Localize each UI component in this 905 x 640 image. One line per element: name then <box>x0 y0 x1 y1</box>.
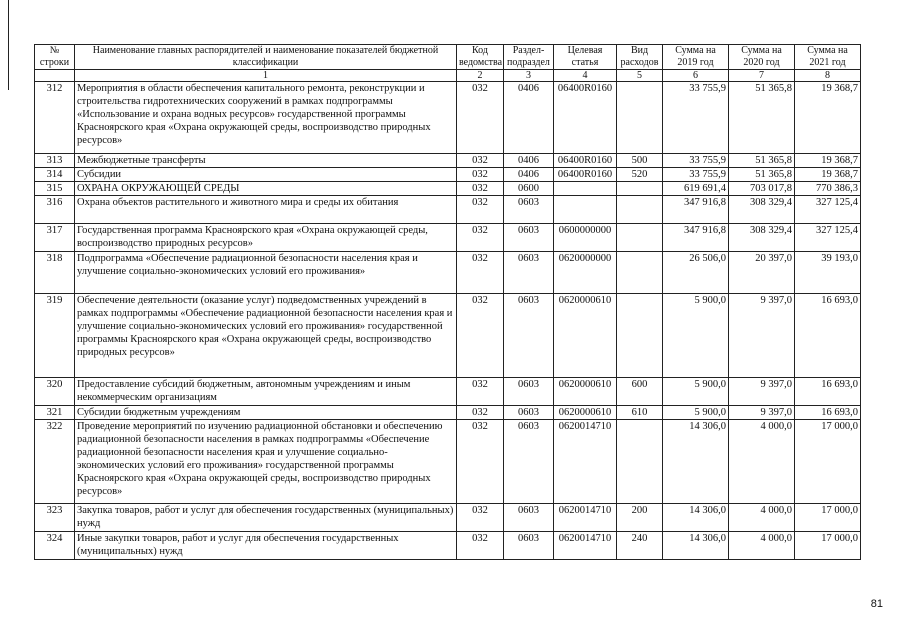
sum-2019-cell: 33 755,9 <box>663 82 729 154</box>
sum-2019-cell: 14 306,0 <box>663 420 729 504</box>
row-number-cell: 321 <box>35 406 75 420</box>
row-name-cell: Предоставление субсидий бюджетным, автономным учреждениям и иным некоммерческим организациям <box>75 378 457 406</box>
table-row <box>35 82 861 154</box>
table-row <box>35 532 861 560</box>
col-number: 1 <box>75 70 457 82</box>
sum-2019-cell: 347 916,8 <box>663 224 729 252</box>
expense-type-cell <box>617 182 663 196</box>
section-code-cell: 0603 <box>504 294 554 378</box>
section-code-cell: 0603 <box>504 532 554 560</box>
sum-2020-cell: 9 397,0 <box>729 378 795 406</box>
table-row <box>35 196 861 224</box>
col-number: 7 <box>729 70 795 82</box>
sum-2021-cell: 770 386,3 <box>795 182 861 196</box>
row-name-cell: Государственная программа Красноярского края «Охрана окружающей среды, воспроизводство природных ресурсов» <box>75 224 457 252</box>
expense-type-cell <box>617 420 663 504</box>
expense-type-cell <box>617 196 663 224</box>
row-number-cell: 316 <box>35 196 75 224</box>
target-article-cell: 0620014710 <box>554 420 617 504</box>
expense-type-cell: 600 <box>617 378 663 406</box>
sum-2020-cell: 4 000,0 <box>729 504 795 532</box>
margin-rule <box>8 0 9 90</box>
sum-2020-cell: 51 365,8 <box>729 154 795 168</box>
expense-type-cell <box>617 294 663 378</box>
expense-type-cell <box>617 224 663 252</box>
expense-type-cell: 520 <box>617 168 663 182</box>
sum-2019-cell: 5 900,0 <box>663 406 729 420</box>
sum-2020-cell: 4 000,0 <box>729 532 795 560</box>
target-article-cell: 0620014710 <box>554 532 617 560</box>
target-article-cell: 06400R0160 <box>554 82 617 154</box>
sum-2021-cell: 39 193,0 <box>795 252 861 294</box>
row-name-cell: Субсидии бюджетным учреждениям <box>75 406 457 420</box>
expense-type-cell <box>617 252 663 294</box>
row-number-cell: 318 <box>35 252 75 294</box>
department-code-cell: 032 <box>457 252 504 294</box>
sum-2019-cell: 5 900,0 <box>663 378 729 406</box>
expense-type-cell: 610 <box>617 406 663 420</box>
table-row <box>35 406 861 420</box>
section-code-cell: 0600 <box>504 182 554 196</box>
col-number: 6 <box>663 70 729 82</box>
row-name-cell: Подпрограмма «Обеспечение радиационной безопасности населения края и улучшение социально-экономических условий его проживания» <box>75 252 457 294</box>
section-code-cell: 0406 <box>504 82 554 154</box>
sum-2021-cell: 19 368,7 <box>795 82 861 154</box>
row-number-cell: 322 <box>35 420 75 504</box>
sum-2020-cell: 51 365,8 <box>729 168 795 182</box>
department-code-cell: 032 <box>457 294 504 378</box>
col-number: 2 <box>457 70 504 82</box>
target-article-cell: 06400R0160 <box>554 154 617 168</box>
target-article-cell: 0620000610 <box>554 378 617 406</box>
table-row <box>35 154 861 168</box>
section-code-cell: 0603 <box>504 420 554 504</box>
department-code-cell: 032 <box>457 196 504 224</box>
col-header-name: Наименование главных распорядителей и наименование показателей бюджетной классификации <box>75 45 457 70</box>
expense-type-cell <box>617 82 663 154</box>
col-number: 3 <box>504 70 554 82</box>
section-code-cell: 0603 <box>504 224 554 252</box>
sum-2021-cell: 16 693,0 <box>795 378 861 406</box>
col-number: 5 <box>617 70 663 82</box>
sum-2020-cell: 703 017,8 <box>729 182 795 196</box>
row-number-cell: 314 <box>35 168 75 182</box>
budget-table <box>34 44 861 560</box>
department-code-cell: 032 <box>457 168 504 182</box>
row-number-cell: 313 <box>35 154 75 168</box>
target-article-cell: 0620014710 <box>554 504 617 532</box>
table-row <box>35 294 861 378</box>
sum-2020-cell: 308 329,4 <box>729 224 795 252</box>
department-code-cell: 032 <box>457 532 504 560</box>
col-number: 4 <box>554 70 617 82</box>
sum-2020-cell: 20 397,0 <box>729 252 795 294</box>
section-code-cell: 0603 <box>504 406 554 420</box>
sum-2019-cell: 619 691,4 <box>663 182 729 196</box>
table-row <box>35 224 861 252</box>
sum-2019-cell: 5 900,0 <box>663 294 729 378</box>
sum-2021-cell: 17 000,0 <box>795 504 861 532</box>
sum-2020-cell: 51 365,8 <box>729 82 795 154</box>
col-header-expense-type: Вид расходов <box>617 45 663 70</box>
department-code-cell: 032 <box>457 406 504 420</box>
section-code-cell: 0406 <box>504 154 554 168</box>
sum-2019-cell: 26 506,0 <box>663 252 729 294</box>
sum-2020-cell: 4 000,0 <box>729 420 795 504</box>
department-code-cell: 032 <box>457 82 504 154</box>
department-code-cell: 032 <box>457 420 504 504</box>
col-header-sum-2020: Сумма на 2020 год <box>729 45 795 70</box>
department-code-cell: 032 <box>457 182 504 196</box>
sum-2021-cell: 16 693,0 <box>795 406 861 420</box>
department-code-cell: 032 <box>457 154 504 168</box>
row-name-cell: Обеспечение деятельности (оказание услуг) подведомственных учреждений в рамках подпрограммы «Обеспечение радиационной безопасности населения края и улучшение социально-экономических условий его проживания» государственной программы Красноярского края «Охрана окружающей среды, воспроизводство природных ресурсов» <box>75 294 457 378</box>
col-header-row-number: № строки <box>35 45 75 70</box>
col-header-section: Раздел-подраздел <box>504 45 554 70</box>
sum-2020-cell: 9 397,0 <box>729 406 795 420</box>
table-row <box>35 252 861 294</box>
col-number: 8 <box>795 70 861 82</box>
section-code-cell: 0603 <box>504 504 554 532</box>
sum-2021-cell: 19 368,7 <box>795 168 861 182</box>
table-row <box>35 168 861 182</box>
row-number-cell: 323 <box>35 504 75 532</box>
row-name-cell: Субсидии <box>75 168 457 182</box>
col-header-department-code: Код ведомства <box>457 45 504 70</box>
sum-2021-cell: 17 000,0 <box>795 532 861 560</box>
row-number-cell: 320 <box>35 378 75 406</box>
row-name-cell: Охрана объектов растительного и животного мира и среды их обитания <box>75 196 457 224</box>
department-code-cell: 032 <box>457 504 504 532</box>
row-number-cell: 315 <box>35 182 75 196</box>
expense-type-cell: 200 <box>617 504 663 532</box>
target-article-cell: 0620000610 <box>554 294 617 378</box>
header-row <box>35 45 861 70</box>
sum-2021-cell: 327 125,4 <box>795 196 861 224</box>
expense-type-cell: 500 <box>617 154 663 168</box>
col-header-sum-2021: Сумма на 2021 год <box>795 45 861 70</box>
sum-2019-cell: 347 916,8 <box>663 196 729 224</box>
target-article-cell: 0620000610 <box>554 406 617 420</box>
department-code-cell: 032 <box>457 378 504 406</box>
col-number <box>35 70 75 82</box>
table-row <box>35 420 861 504</box>
row-name-cell: Межбюджетные трансферты <box>75 154 457 168</box>
table-row <box>35 504 861 532</box>
row-name-cell: Закупка товаров, работ и услуг для обеспечения государственных (муниципальных) нужд <box>75 504 457 532</box>
section-code-cell: 0406 <box>504 168 554 182</box>
row-number-cell: 312 <box>35 82 75 154</box>
sum-2019-cell: 14 306,0 <box>663 532 729 560</box>
header-number-row <box>35 70 861 82</box>
target-article-cell <box>554 196 617 224</box>
row-number-cell: 324 <box>35 532 75 560</box>
target-article-cell <box>554 182 617 196</box>
expense-type-cell: 240 <box>617 532 663 560</box>
department-code-cell: 032 <box>457 224 504 252</box>
section-code-cell: 0603 <box>504 252 554 294</box>
sum-2019-cell: 14 306,0 <box>663 504 729 532</box>
section-code-cell: 0603 <box>504 378 554 406</box>
page-number: 81 <box>870 598 883 610</box>
target-article-cell: 0620000000 <box>554 252 617 294</box>
row-name-cell: Иные закупки товаров, работ и услуг для обеспечения государственных (муниципальных) нужд <box>75 532 457 560</box>
col-header-sum-2019: Сумма на 2019 год <box>663 45 729 70</box>
row-name-cell: ОХРАНА ОКРУЖАЮЩЕЙ СРЕДЫ <box>75 182 457 196</box>
sum-2021-cell: 327 125,4 <box>795 224 861 252</box>
table-row <box>35 182 861 196</box>
col-header-target-article: Целевая статья <box>554 45 617 70</box>
sum-2019-cell: 33 755,9 <box>663 154 729 168</box>
target-article-cell: 0600000000 <box>554 224 617 252</box>
sum-2020-cell: 9 397,0 <box>729 294 795 378</box>
sum-2019-cell: 33 755,9 <box>663 168 729 182</box>
sum-2021-cell: 19 368,7 <box>795 154 861 168</box>
row-number-cell: 319 <box>35 294 75 378</box>
sum-2020-cell: 308 329,4 <box>729 196 795 224</box>
row-name-cell: Мероприятия в области обеспечения капитального ремонта, реконструкции и строительства гидротехнических сооружений в рамках подпрограммы «Использование и охрана водных ресурсов» государственной программы Красноярского края «Охрана окружающей среды, воспроизводство природных ресурсов» <box>75 82 457 154</box>
sum-2021-cell: 17 000,0 <box>795 420 861 504</box>
row-number-cell: 317 <box>35 224 75 252</box>
row-name-cell: Проведение мероприятий по изучению радиационной обстановки и обеспечению радиационной безопасности населения в рамках подпрограммы «Обеспечение радиационной безопасности населения края и улучшение социально-экономических условий его проживания» государственной программы Красноярского края «Охрана окружающей среды, воспроизводство природных ресурсов» <box>75 420 457 504</box>
sum-2021-cell: 16 693,0 <box>795 294 861 378</box>
section-code-cell: 0603 <box>504 196 554 224</box>
target-article-cell: 06400R0160 <box>554 168 617 182</box>
table-row <box>35 378 861 406</box>
